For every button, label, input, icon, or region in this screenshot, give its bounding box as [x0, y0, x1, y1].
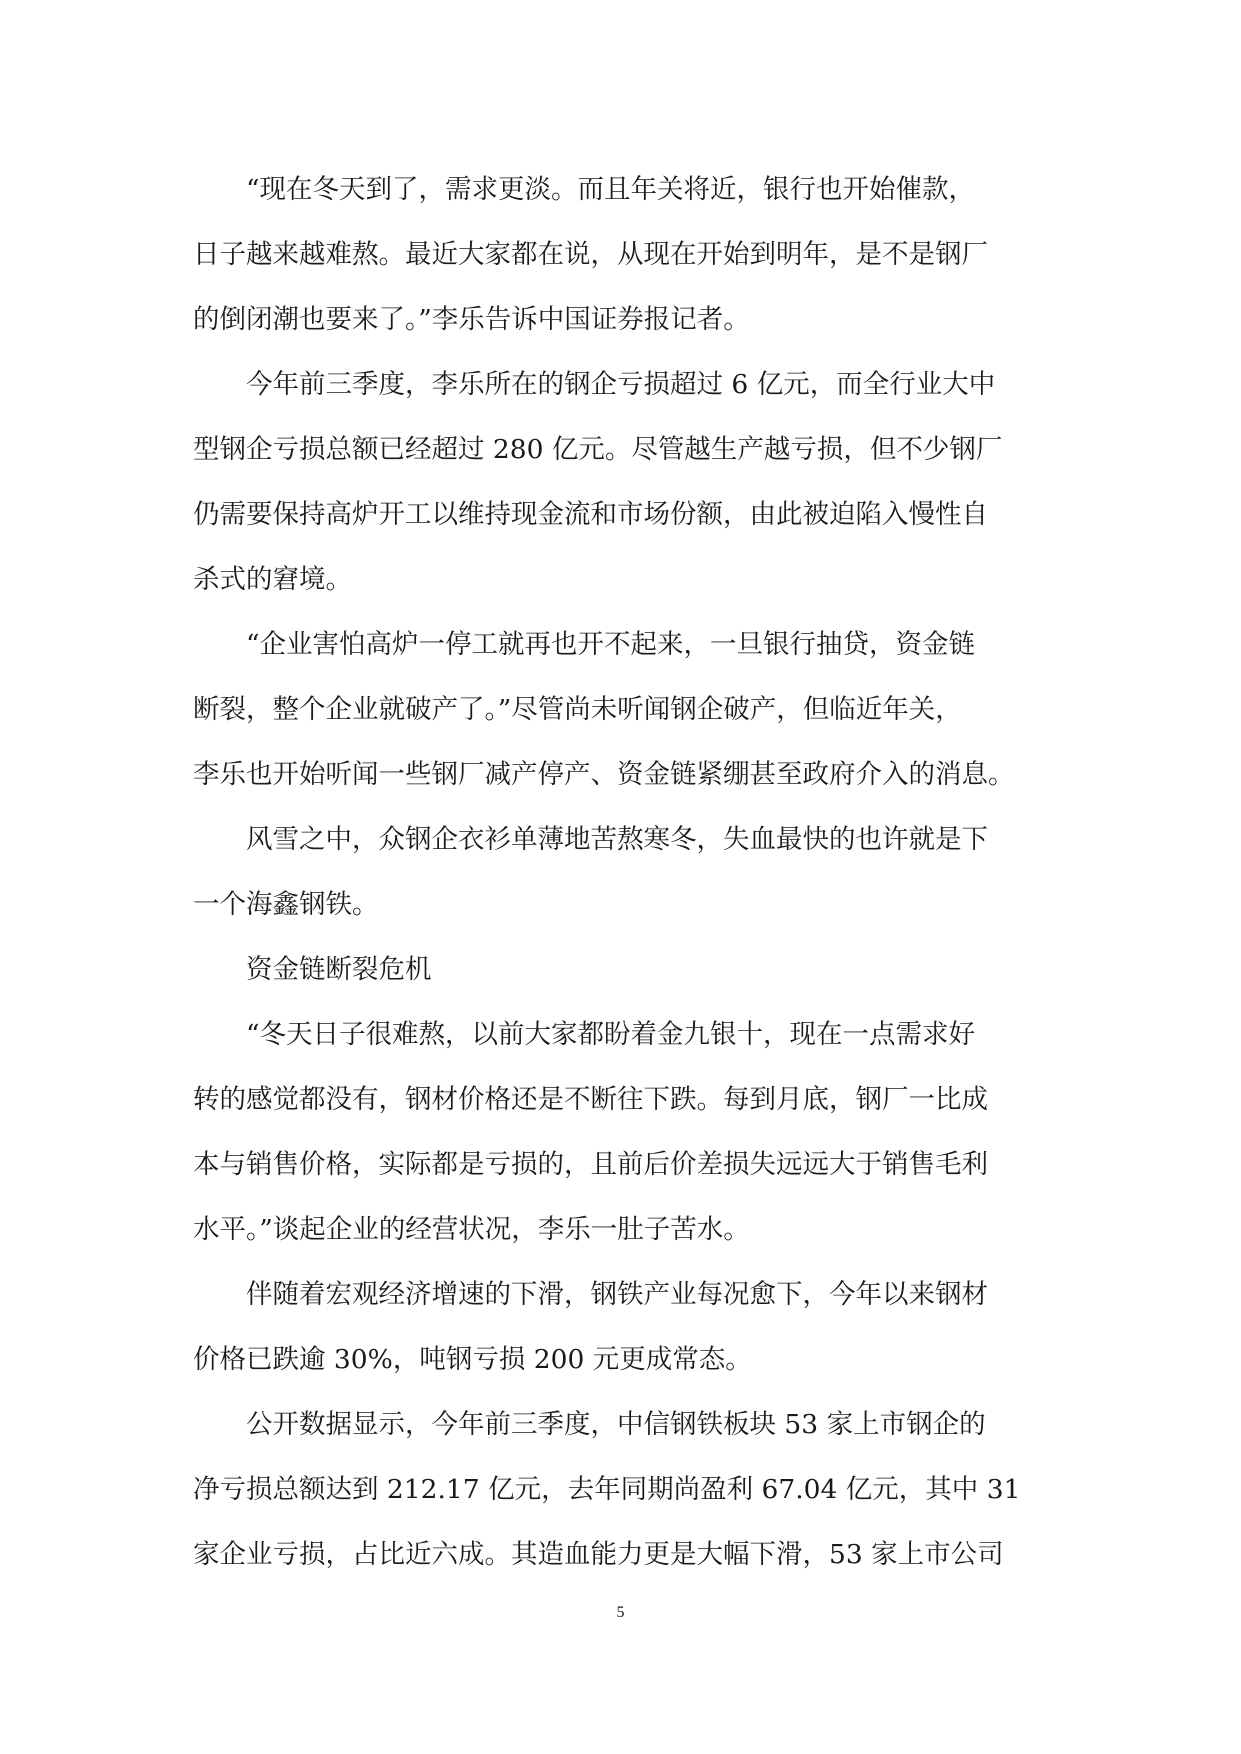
- text-line: 杀式的窘境。: [193, 564, 352, 595]
- text-line: 仍需要保持高炉开工以维持现金流和市场份额，由此被迫陷入慢性自: [193, 499, 988, 530]
- text-line: 本与销售价格，实际都是亏损的，且前后价差损失远远大于销售毛利: [193, 1149, 988, 1180]
- text-line: 的倒闭潮也要来了。”李乐告诉中国证券报记者。: [193, 304, 750, 335]
- text-line: “企业害怕高炉一停工就再也开不起来，一旦银行抽贷，资金链: [193, 629, 976, 660]
- text-line: 风雪之中，众钢企衣衫单薄地苦熬寒冬，失血最快的也许就是下: [193, 824, 988, 855]
- text-line: 家企业亏损，占比近六成。其造血能力更是大幅下滑，53 家上市公司: [193, 1539, 1004, 1570]
- text-line: 公开数据显示，今年前三季度，中信钢铁板块 53 家上市钢企的: [193, 1409, 986, 1440]
- body-text: [193, 157, 1063, 1587]
- text-line: 型钢企亏损总额已经超过 280 亿元。尽管越生产越亏损，但不少钢厂: [193, 434, 1003, 465]
- text-line: 水平。”谈起企业的经营状况，李乐一肚子苦水。: [193, 1214, 750, 1245]
- text-line: 一个海鑫钢铁。: [193, 889, 379, 920]
- text-line: “冬天日子很难熬，以前大家都盼着金九银十，现在一点需求好: [193, 1019, 976, 1050]
- text-line: 日子越来越难熬。最近大家都在说，从现在开始到明年，是不是钢厂: [193, 239, 988, 270]
- text-line: 转的感觉都没有，钢材价格还是不断往下跌。每到月底，钢厂一比成: [193, 1084, 988, 1115]
- text-line: 价格已跌逾 30%，吨钢亏损 200 元更成常态。: [193, 1344, 752, 1375]
- text-line: 伴随着宏观经济增速的下滑，钢铁产业每况愈下，今年以来钢材: [193, 1279, 988, 1310]
- section-heading: 资金链断裂危机: [193, 954, 432, 985]
- text-line: 净亏损总额达到 212.17 亿元，去年同期尚盈利 67.04 亿元，其中 31: [193, 1474, 1021, 1505]
- page-number: 5: [616, 1604, 625, 1621]
- text-line: 断裂，整个企业就破产了。”尽管尚未听闻钢企破产，但临近年关，: [193, 694, 962, 725]
- text-line: 李乐也开始听闻一些钢厂减产停产、资金链紧绷甚至政府介入的消息。: [193, 759, 1015, 790]
- text-line: “现在冬天到了，需求更淡。而且年关将近，银行也开始催款，: [193, 174, 976, 205]
- text-line: 今年前三季度，李乐所在的钢企亏损超过 6 亿元，而全行业大中: [193, 369, 996, 400]
